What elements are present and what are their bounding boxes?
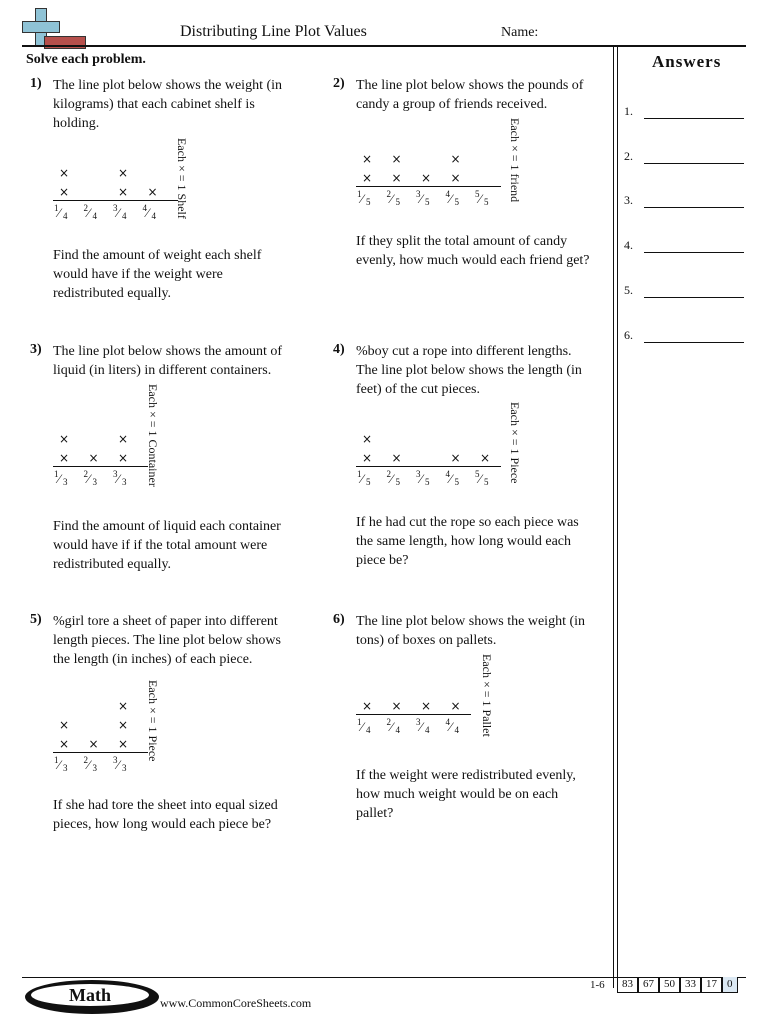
problem-text-line: The line plot below shows the amount of <box>53 344 283 359</box>
tick-slash: ⁄ <box>449 471 452 486</box>
line-plot-tick-label <box>52 755 74 775</box>
line-plot-tick-label <box>385 717 407 737</box>
line-plot-axis <box>53 466 148 467</box>
tick-slash: ⁄ <box>390 191 393 206</box>
problem-number: 6) <box>333 612 345 627</box>
tick-numerator: 3 <box>416 189 421 199</box>
problem-question-line: pallet? <box>356 806 394 821</box>
line-plot-tick-label <box>385 189 407 209</box>
tick-numerator: 3 <box>113 755 118 765</box>
problem-question-line: the same length, how long would each <box>356 534 572 549</box>
line-plot-mark: × <box>88 737 99 751</box>
tick-numerator: 3 <box>113 469 118 479</box>
tick-slash: ⁄ <box>87 471 90 486</box>
answer-number: 2. <box>624 149 633 163</box>
answer-number: 4. <box>624 238 633 252</box>
line-plot-axis <box>356 186 501 187</box>
line-plot-tick-label <box>111 469 133 489</box>
line-plot-tick-label <box>82 469 104 489</box>
line-plot-mark: × <box>479 451 491 465</box>
problem-number: 3) <box>30 342 42 357</box>
line-plot-tick-label <box>82 755 104 775</box>
line-plot-mark: × <box>391 451 402 465</box>
tick-slash: ⁄ <box>390 471 393 486</box>
line-plot-tick-label <box>473 469 495 489</box>
tick-denominator: 3 <box>63 763 68 773</box>
line-plot-mark: × <box>420 171 432 185</box>
line-plot-mark: × <box>391 699 402 713</box>
tick-denominator: 4 <box>92 211 97 221</box>
line-plot-mark: × <box>58 185 70 199</box>
tick-denominator: 4 <box>151 211 156 221</box>
math-logo-text: Math <box>31 984 149 1006</box>
score-cell: 67 <box>638 977 659 993</box>
tick-numerator: 4 <box>445 469 450 479</box>
score-table <box>617 977 738 993</box>
problem-text-line: length pieces. The line plot below shows <box>53 633 281 648</box>
problem-number: 5) <box>30 612 42 627</box>
tick-denominator: 4 <box>425 725 430 735</box>
line-plot-legend: Each × = 1 friend <box>508 118 522 203</box>
tick-numerator: 1 <box>54 203 59 213</box>
line-plot-tick-label <box>111 203 133 223</box>
line-plot-mark: × <box>420 699 432 713</box>
problem-text-line: The line plot below shows the pounds of <box>356 78 584 93</box>
tick-numerator: 4 <box>445 717 450 727</box>
tick-numerator: 2 <box>83 203 88 213</box>
tick-numerator: 2 <box>386 189 391 199</box>
tick-slash: ⁄ <box>117 471 120 486</box>
tick-numerator: 4 <box>142 203 147 213</box>
line-plot-mark: × <box>391 152 402 166</box>
line-plot-tick-label <box>414 717 436 737</box>
line-plot-axis <box>356 714 471 715</box>
line-plot-tick-label <box>355 189 377 209</box>
tick-slash: ⁄ <box>87 205 90 220</box>
tick-denominator: 3 <box>92 477 97 487</box>
problem-question-line: redistributed equally. <box>53 557 172 572</box>
line-plot-mark: × <box>361 152 373 166</box>
line-plot-mark: × <box>58 432 70 446</box>
tick-numerator: 3 <box>113 203 118 213</box>
line-plot-tick-label <box>444 717 466 737</box>
score-cell: 33 <box>680 977 701 993</box>
tick-numerator: 3 <box>416 717 421 727</box>
worksheet-title: Distributing Line Plot Values <box>180 23 367 40</box>
website-url: www.CommonCoreSheets.com <box>160 996 312 1010</box>
tick-denominator: 3 <box>122 477 127 487</box>
line-plot-tick-label <box>355 717 377 737</box>
line-plot-tick-label <box>355 469 377 489</box>
line-plot-mark: × <box>361 432 373 446</box>
problem-text-line: kilograms) that each cabinet shelf is <box>53 97 255 112</box>
tick-denominator: 5 <box>395 197 400 207</box>
problem-question-line: redistributed equally. <box>53 286 172 301</box>
problem-question-line: If she had tore the sheet into equal sized <box>53 798 278 813</box>
problem-question-line: piece be? <box>356 553 409 568</box>
line-plot-legend: Each × = 1 Shelf <box>175 138 189 219</box>
tick-denominator: 4 <box>63 211 68 221</box>
problem-question-line: would have if the weight were <box>53 267 223 282</box>
tick-slash: ⁄ <box>146 205 149 220</box>
line-plot-tick-label <box>444 189 466 209</box>
tick-slash: ⁄ <box>58 205 61 220</box>
score-cell: 17 <box>701 977 722 993</box>
line-plot-mark: × <box>391 171 402 185</box>
problem-question-line: If the weight were redistributed evenly, <box>356 768 576 783</box>
line-plot-axis <box>53 200 178 201</box>
line-plot-tick-label <box>385 469 407 489</box>
tick-numerator: 4 <box>445 189 450 199</box>
problem-number: 2) <box>333 76 345 91</box>
problem-text-line: The line plot below shows the weight (in <box>356 614 586 629</box>
tick-numerator: 2 <box>83 469 88 479</box>
line-plot-mark: × <box>117 737 129 751</box>
problem-text-line: %boy cut a rope into different lengths. <box>356 344 572 359</box>
line-plot-legend: Each × = 1 Container <box>146 384 160 487</box>
answers-title: Answers <box>652 52 722 71</box>
tick-numerator: 5 <box>475 469 480 479</box>
problem-question-line: evenly, how much would each friend get? <box>356 253 590 268</box>
answer-number: 5. <box>624 283 633 297</box>
line-plot-mark: × <box>117 451 129 465</box>
line-plot-mark: × <box>450 699 461 713</box>
tick-denominator: 3 <box>63 477 68 487</box>
tick-numerator: 2 <box>386 469 391 479</box>
score-cell: 50 <box>659 977 680 993</box>
tick-slash: ⁄ <box>420 471 423 486</box>
answer-line[interactable] <box>644 297 744 298</box>
answer-number: 3. <box>624 193 633 207</box>
tick-slash: ⁄ <box>117 757 120 772</box>
tick-denominator: 5 <box>366 197 371 207</box>
tick-numerator: 2 <box>386 717 391 727</box>
tick-slash: ⁄ <box>420 191 423 206</box>
tick-denominator: 3 <box>92 763 97 773</box>
tick-denominator: 5 <box>366 477 371 487</box>
instructions: Solve each problem. <box>26 52 146 67</box>
tick-denominator: 5 <box>484 477 489 487</box>
problem-text-line: liquid (in liters) in different containers. <box>53 363 272 378</box>
tick-numerator: 1 <box>54 755 59 765</box>
problem-question-line: pieces, how long would each piece be? <box>53 817 272 832</box>
line-plot-mark: × <box>361 451 373 465</box>
answer-line[interactable] <box>644 252 744 253</box>
logo-bar-icon <box>44 36 86 49</box>
tick-slash: ⁄ <box>479 191 482 206</box>
tick-numerator: 1 <box>357 189 362 199</box>
problem-question-line: If he had cut the rope so each piece was <box>356 515 579 530</box>
tick-slash: ⁄ <box>58 471 61 486</box>
tick-slash: ⁄ <box>479 471 482 486</box>
line-plot-tick-label <box>444 469 466 489</box>
answer-line[interactable] <box>644 163 744 164</box>
line-plot-tick-label <box>141 203 163 223</box>
tick-denominator: 5 <box>395 477 400 487</box>
answer-line[interactable] <box>644 118 744 119</box>
line-plot-mark: × <box>117 718 129 732</box>
name-label: Name: <box>501 25 539 40</box>
line-plot-mark: × <box>58 718 70 732</box>
line-plot-mark: × <box>450 171 461 185</box>
problem-text-line: The line plot below shows the length (in <box>356 363 582 378</box>
line-plot-mark: × <box>58 166 70 180</box>
line-plot-tick-label <box>473 189 495 209</box>
line-plot-mark: × <box>361 699 373 713</box>
problem-question-line: If they split the total amount of candy <box>356 234 568 249</box>
tick-slash: ⁄ <box>361 191 364 206</box>
answer-line[interactable] <box>644 342 744 343</box>
line-plot-mark: × <box>450 152 461 166</box>
line-plot-mark: × <box>88 451 99 465</box>
line-plot-tick-label <box>82 203 104 223</box>
tick-denominator: 5 <box>454 477 459 487</box>
problem-text-line: %girl tore a sheet of paper into different <box>53 614 278 629</box>
line-plot-mark: × <box>117 185 129 199</box>
problem-text-line: candy a group of friends received. <box>356 97 548 112</box>
tick-denominator: 3 <box>122 763 127 773</box>
line-plot-legend: Each × = 1 Piece <box>508 402 522 484</box>
line-plot-mark: × <box>117 432 129 446</box>
line-plot-tick-label <box>111 755 133 775</box>
line-plot-legend: Each × = 1 Piece <box>146 680 160 762</box>
answer-number: 6. <box>624 328 633 342</box>
tick-slash: ⁄ <box>420 719 423 734</box>
problem-question-line: how much weight would be on each <box>356 787 559 802</box>
tick-slash: ⁄ <box>117 205 120 220</box>
line-plot-tick-label <box>414 469 436 489</box>
line-plot-mark: × <box>58 737 70 751</box>
problem-number: 4) <box>333 342 345 357</box>
tick-slash: ⁄ <box>449 191 452 206</box>
problem-question-line: Find the amount of weight each shelf <box>53 248 262 263</box>
tick-slash: ⁄ <box>361 471 364 486</box>
tick-numerator: 1 <box>54 469 59 479</box>
problem-question-line: Find the amount of liquid each container <box>53 519 281 534</box>
line-plot-legend: Each × = 1 Pallet <box>480 654 494 737</box>
tick-slash: ⁄ <box>58 757 61 772</box>
problem-text-line: The line plot below shows the weight (in <box>53 78 283 93</box>
score-range-label: 1-6 <box>590 979 605 991</box>
problem-text-line: feet) of the cut pieces. <box>356 382 480 397</box>
line-plot-mark: × <box>361 171 373 185</box>
tick-denominator: 5 <box>425 197 430 207</box>
score-cell: 83 <box>617 977 638 993</box>
tick-denominator: 4 <box>395 725 400 735</box>
problem-question-line: would have if if the total amount were <box>53 538 268 553</box>
tick-denominator: 4 <box>122 211 127 221</box>
tick-denominator: 5 <box>484 197 489 207</box>
line-plot-mark: × <box>117 166 129 180</box>
score-cell: 0 <box>722 977 738 993</box>
tick-numerator: 1 <box>357 469 362 479</box>
line-plot-tick-label <box>52 469 74 489</box>
problem-text-line: tons) of boxes on pallets. <box>356 633 497 648</box>
tick-slash: ⁄ <box>449 719 452 734</box>
problem-text-line: the length (in inches) of each piece. <box>53 652 253 667</box>
header-divider <box>22 45 746 47</box>
tick-numerator: 2 <box>83 755 88 765</box>
line-plot-mark: × <box>450 451 461 465</box>
tick-denominator: 5 <box>425 477 430 487</box>
answer-number: 1. <box>624 104 633 118</box>
tick-slash: ⁄ <box>361 719 364 734</box>
problem-number: 1) <box>30 76 42 91</box>
line-plot-mark: × <box>117 699 129 713</box>
line-plot-axis <box>53 752 148 753</box>
line-plot-tick-label <box>414 189 436 209</box>
tick-numerator: 3 <box>416 469 421 479</box>
tick-slash: ⁄ <box>87 757 90 772</box>
answer-column-divider <box>613 46 614 988</box>
line-plot-tick-label <box>52 203 74 223</box>
tick-slash: ⁄ <box>390 719 393 734</box>
line-plot-mark: × <box>147 185 158 199</box>
tick-numerator: 1 <box>357 717 362 727</box>
tick-denominator: 4 <box>366 725 371 735</box>
problem-text-line: holding. <box>53 116 100 131</box>
answer-line[interactable] <box>644 207 744 208</box>
tick-denominator: 4 <box>454 725 459 735</box>
line-plot-mark: × <box>58 451 70 465</box>
tick-denominator: 5 <box>454 197 459 207</box>
tick-numerator: 5 <box>475 189 480 199</box>
line-plot-axis <box>356 466 501 467</box>
